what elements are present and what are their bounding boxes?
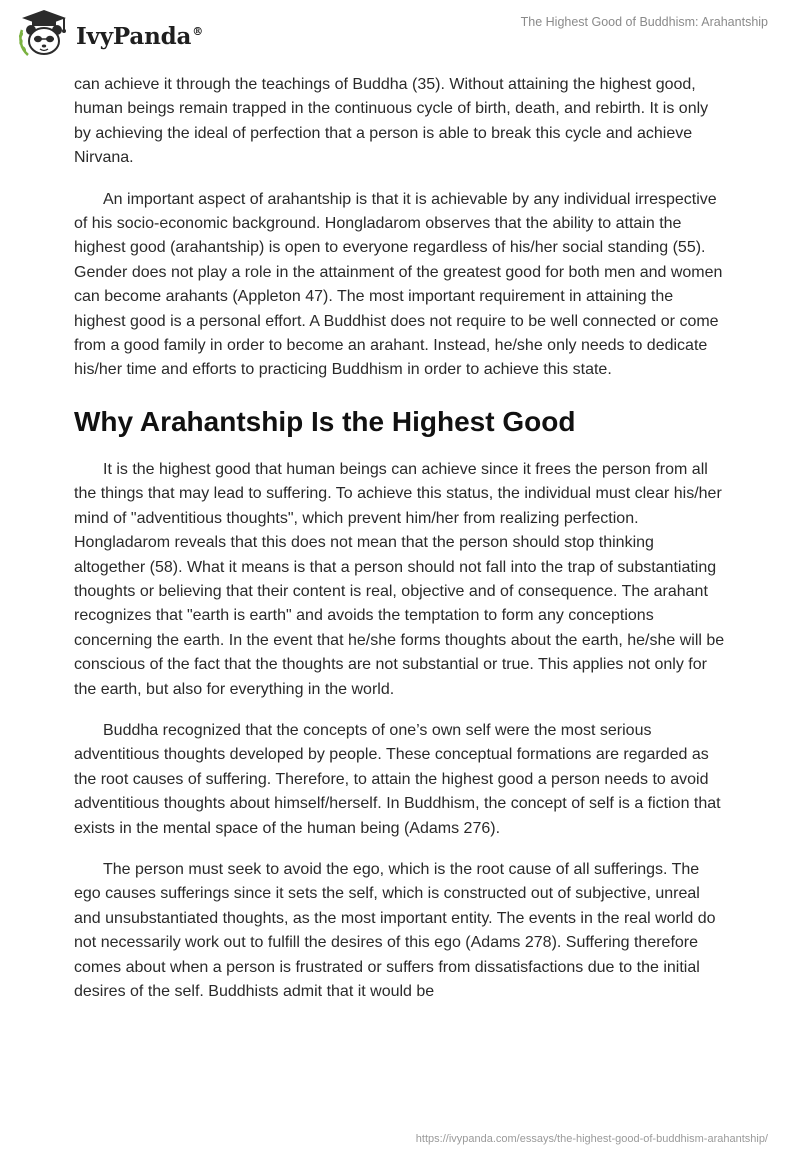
ivypanda-logo[interactable] bbox=[16, 8, 203, 60]
registered-mark: ® bbox=[192, 24, 203, 38]
paragraph-3: It is the highest good that human beings can achieve since it frees the person from all the things that may lead to suffering. To achieve this status, the individual must clear his/her mind of "adventitious thoughts", which prevent him/her from realizing perfection. Hongladarom reveals that this does not mean that the person should stop thinking altogether (58). What it means is that a person should not fall into the trap of substantiating thoughts or believing that their content is real, objective and of consequence. The arahant recognizes that "earth is earth" and avoids the temptation to form any conceptions concerning the earth. In the event that he/she forms thoughts about the earth, he/she will be conscious of the fact that the thoughts are not substantial or true. This applies not only for the earth, but also for everything in the world. bbox=[74, 460, 725, 698]
essay-body bbox=[74, 73, 728, 1021]
section-heading: Why Arahantship Is the Highest Good bbox=[74, 405, 576, 437]
logo-wordmark bbox=[76, 23, 203, 50]
source-url[interactable]: https://ivypanda.com/essays/the-highest-good-of-buddhism-arahantship/ bbox=[415, 1133, 768, 1145]
panda-graduate-logo-icon bbox=[16, 8, 72, 60]
logo-text: IvyPanda bbox=[76, 22, 192, 50]
page-header bbox=[0, 0, 800, 72]
paragraph-1: can achieve it through the teachings of Buddha (35). Without attaining the highest good, human beings remain trapped in the continuous cycle of birth, death, and rebirth. It is only by achieving the ideal of perfection that a person is able to break this cycle and achieve Nirvana. bbox=[74, 76, 709, 167]
paragraph-5: The person must seek to avoid the ego, which is the root cause of all sufferings. The ego causes sufferings since it sets the self, which is constructed out of subjective, unreal and unsubstantiated thoughts, as the most important entity. The events in the real world do not necessarily work out to fulfill the desires of this ego (Adams 278). Suffering therefore comes about when a person is frustrated or suffers from dissatisfactions due to the initial desires of the self. Buddhists admit that it would be bbox=[74, 860, 716, 1000]
paragraph-2: An important aspect of arahantship is that it is achievable by any individual irrespective of his socio-economic background. Hongladarom observes that the ability to attain the highest good (arahantship) is open to everyone regardless of his/her social standing (55). Gender does not play a role in the attainment of the greatest good for both men and women can become arahants (Appleton 47). The most important requirement in attaining the highest good is a personal effort. A Buddhist does not require to be well connected or come from a good family in order to become an arahant. Instead, he/she only needs to dedicate his/her time and efforts to practicing Buddhism in order to achieve this state. bbox=[74, 190, 723, 379]
paragraph-4: Buddha recognized that the concepts of one’s own self were the most serious adventitious thoughts developed by people. These conceptual formations are regarded as the root causes of suffering. Therefore, to attain the highest good a person needs to avoid adventitious thoughts about himself/herself. In Buddhism, the concept of self is a fiction that exists in the mental space of the human being (Adams 276). bbox=[74, 721, 721, 837]
document-title: The Highest Good of Buddhism: Arahantship bbox=[520, 15, 768, 29]
